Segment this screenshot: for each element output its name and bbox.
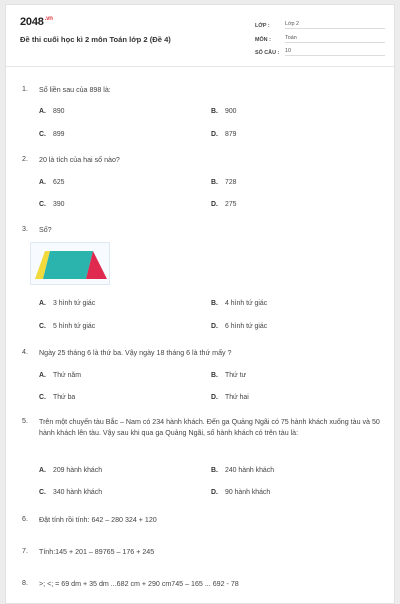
- meta-value: Lớp 2: [285, 21, 385, 29]
- meta-value: Toán: [285, 35, 385, 43]
- option-letter: B.: [211, 467, 218, 474]
- option-letter: B.: [211, 108, 218, 115]
- option-letter: A.: [39, 467, 46, 474]
- option-3d[interactable]: [211, 323, 267, 330]
- meta-key: LỚP :: [255, 23, 270, 29]
- option-text: 728: [225, 179, 237, 186]
- option-text: 240 hành khách: [225, 467, 275, 474]
- option-text: 625: [53, 179, 65, 186]
- option-3a[interactable]: [39, 300, 95, 307]
- option-text: Thứ tư: [225, 372, 247, 379]
- option-2a[interactable]: [39, 179, 65, 186]
- option-letter: D.: [211, 394, 218, 401]
- option-text: 209 hành khách: [53, 467, 103, 474]
- option-text: 3 hình tứ giác: [53, 300, 96, 307]
- question-4: [22, 348, 386, 359]
- option-letter: D.: [211, 489, 218, 496]
- option-5c[interactable]: [39, 489, 102, 496]
- exam-title: Đề thi cuối học kì 2 môn Toán lớp 2 (Đề 4): [20, 35, 171, 44]
- option-text: 4 hình tứ giác: [225, 300, 268, 307]
- question-3: [22, 225, 386, 236]
- option-text: Thứ năm: [53, 372, 81, 379]
- question-number: 7.: [22, 547, 28, 555]
- meta-row-count: [255, 45, 385, 56]
- option-letter: C.: [39, 394, 46, 401]
- option-text: 5 hình tứ giác: [53, 323, 96, 330]
- question-5: [22, 417, 386, 439]
- option-letter: D.: [211, 201, 218, 208]
- meta-row-subject: [255, 32, 385, 43]
- option-1d[interactable]: [211, 131, 237, 138]
- question-text: 20 là tích của hai số nào?: [39, 156, 120, 164]
- question-8: [22, 579, 386, 590]
- trapezoid-shapes-image: [31, 243, 111, 286]
- option-2d[interactable]: [211, 201, 237, 208]
- option-letter: A.: [39, 300, 46, 307]
- question-text: >; <; = 69 dm + 35 dm ...682 cm + 290 cm745 – 165 ... 692 - 78: [39, 580, 239, 588]
- question-text: Trên một chuyến tàu Bắc – Nam có 234 hành khách. Đến ga Quảng Ngãi có 75 hành khách xuống tàu và 50 hành khách lên tàu. Vậy sau khi qua ga Quảng Ngãi, số hành khách có trên tàu là:: [39, 418, 380, 437]
- option-text: 6 hình tứ giác: [225, 323, 268, 330]
- option-letter: B.: [211, 372, 218, 379]
- meta-key: SỐ CÂU :: [255, 50, 280, 56]
- site-logo[interactable]: [20, 16, 53, 28]
- option-4a[interactable]: [39, 372, 81, 379]
- option-2c[interactable]: [39, 201, 65, 208]
- option-text: 899: [53, 131, 65, 138]
- option-5b[interactable]: [211, 467, 274, 474]
- question-number: 3.: [22, 225, 28, 233]
- exam-sheet: [5, 4, 395, 604]
- trapezoid-figure: [30, 242, 110, 285]
- option-letter: C.: [39, 323, 46, 330]
- option-letter: A.: [39, 108, 46, 115]
- option-5a[interactable]: [39, 467, 102, 474]
- question-number: 4.: [22, 348, 28, 356]
- option-4c[interactable]: [39, 394, 75, 401]
- question-2: [22, 155, 386, 166]
- option-letter: D.: [211, 323, 218, 330]
- exam-header: [6, 5, 394, 67]
- exam-meta: [255, 18, 385, 59]
- option-text: Thứ hai: [225, 394, 249, 401]
- option-letter: D.: [211, 131, 218, 138]
- option-1b[interactable]: [211, 108, 237, 115]
- option-letter: A.: [39, 179, 46, 186]
- option-text: 340 hành khách: [53, 489, 103, 496]
- question-text: Ngày 25 tháng 6 là thứ ba. Vậy ngày 18 tháng 6 là thứ mấy ?: [39, 349, 232, 357]
- logo-suffix: .vn: [44, 16, 53, 22]
- option-3b[interactable]: [211, 300, 267, 307]
- option-text: Thứ ba: [53, 394, 76, 401]
- question-number: 2.: [22, 155, 28, 163]
- logo-number: 2048: [20, 16, 44, 28]
- teal-parallelogram: [43, 251, 93, 279]
- option-text: 890: [53, 108, 65, 115]
- question-1: [22, 85, 386, 96]
- question-text: Tính:145 + 201 – 89765 – 176 + 245: [39, 548, 155, 556]
- option-letter: C.: [39, 489, 46, 496]
- question-number: 1.: [22, 85, 28, 93]
- question-7: [22, 547, 386, 558]
- question-text: Đặt tính rồi tính: 642 – 280 324 + 120: [39, 516, 157, 524]
- meta-value: 10: [285, 48, 385, 56]
- option-text: 900: [225, 108, 237, 115]
- question-text: Số liền sau của 898 là:: [39, 86, 111, 94]
- option-1a[interactable]: [39, 108, 65, 115]
- option-4b[interactable]: [211, 372, 246, 379]
- option-letter: B.: [211, 300, 218, 307]
- option-5d[interactable]: [211, 489, 270, 496]
- meta-key: MÔN :: [255, 36, 271, 43]
- option-letter: B.: [211, 179, 218, 186]
- meta-row-class: [255, 18, 385, 29]
- question-number: 6.: [22, 515, 28, 523]
- question-number: 8.: [22, 579, 28, 587]
- option-letter: C.: [39, 131, 46, 138]
- option-2b[interactable]: [211, 179, 237, 186]
- option-text: 90 hành khách: [225, 489, 271, 496]
- option-text: 390: [53, 201, 65, 208]
- option-4d[interactable]: [211, 394, 249, 401]
- option-letter: C.: [39, 201, 46, 208]
- option-text: 275: [225, 201, 237, 208]
- question-number: 5.: [22, 417, 28, 425]
- option-3c[interactable]: [39, 323, 95, 330]
- question-text: Số?: [39, 226, 52, 234]
- option-letter: A.: [39, 372, 46, 379]
- option-text: 879: [225, 131, 237, 138]
- question-6: [22, 515, 386, 526]
- option-1c[interactable]: [39, 131, 65, 138]
